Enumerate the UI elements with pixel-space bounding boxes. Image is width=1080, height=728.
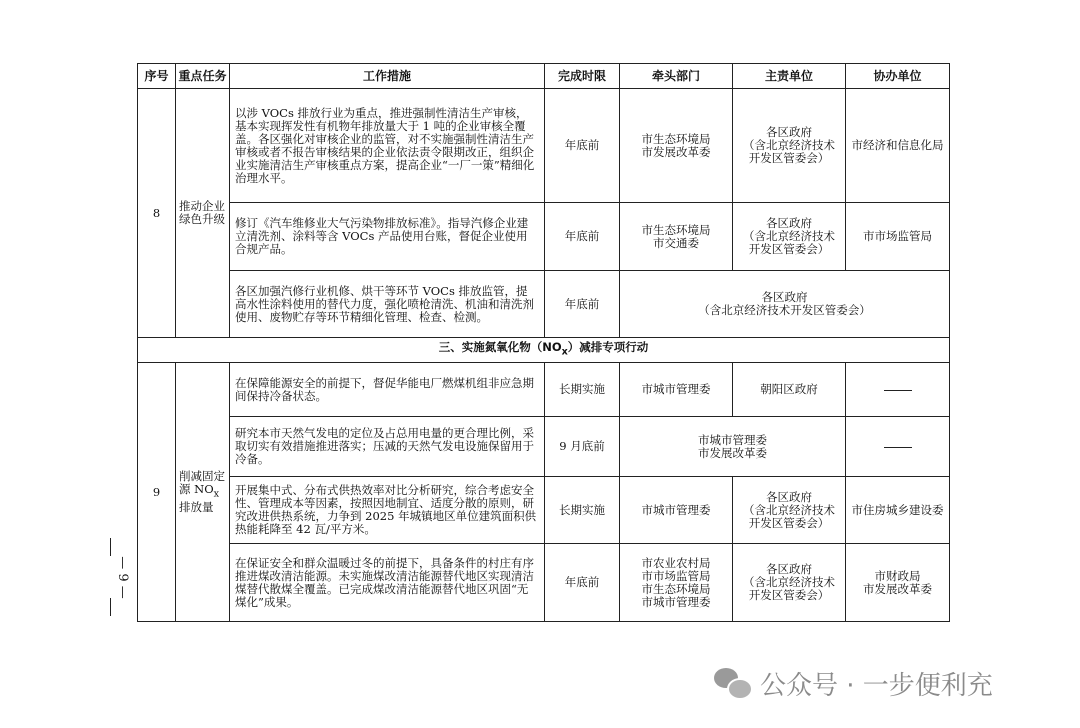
- table-row: [138, 417, 950, 477]
- combined-unit-cell: 各区政府 （含北京经济技术开发区管委会）: [620, 271, 950, 338]
- lead-dept-cell: 市生态环境局 市发展改革委: [620, 89, 733, 203]
- table-row: [138, 203, 950, 271]
- deadline-cell: 年底前: [545, 203, 620, 271]
- main-unit-cell: 朝阳区政府: [733, 363, 846, 417]
- assist-unit-cell: 市财政局 市发展改革委: [846, 544, 950, 622]
- combined-unit-cell: 市城市管理委 市发展改革委: [620, 417, 846, 477]
- assist-unit-cell: [846, 363, 950, 417]
- table-header-row: [138, 64, 950, 89]
- table-row: [138, 89, 950, 203]
- header-main-unit: 主责单位: [733, 64, 846, 89]
- deadline-cell: 年底前: [545, 271, 620, 338]
- measure-cell: 在保证安全和群众温暖过冬的前提下，具备条件的村庄有序推进煤改清洁能源。未实施煤改清洁能源替代地区实现清洁煤替代散煤全覆盖。已完成煤改清洁能源替代地区巩固“无煤化”成果。: [230, 544, 545, 622]
- row-seq: 8: [138, 89, 176, 338]
- main-unit-cell: 各区政府 （含北京经济技术 开发区管委会）: [733, 89, 846, 203]
- deadline-cell: 年底前: [545, 544, 620, 622]
- assist-unit-cell: 市经济和信息化局: [846, 89, 950, 203]
- measure-cell: 以涉 VOCs 排放行业为重点，推进强制性清洁生产审核，基本实现挥发性有机物年排放量大于 1 吨的企业审核全覆盖。各区强化对审核企业的监管，对不实施强制性清洁生产审核或者不报告审核结果的企业依法责令限期改正，组织企业实施清洁生产审核重点方案，提高企业“一厂一策”精细化治理水平。: [230, 89, 545, 203]
- table-row: [138, 271, 950, 338]
- empty-dash: [884, 447, 912, 448]
- row-task: 削减固定源 $NO_x$排放量: [176, 363, 230, 622]
- table-row: [138, 477, 950, 544]
- watermark-text: 公众号 · 一步便利充: [760, 670, 993, 701]
- row-task: 推动企业绿色升级: [176, 89, 230, 338]
- measure-cell: 研究本市天然气发电的定位及占总用电量的更合理比例，采取切实有效措施推进落实；压减的天然气发电设施保留用于冷备。: [230, 417, 545, 477]
- section-title: 三、实施氮氧化物$(NO_x)$减排专项行动: [138, 338, 950, 363]
- deadline-cell: 长期实施: [545, 363, 620, 417]
- assist-unit-cell: 市市场监管局: [846, 203, 950, 271]
- header-task: 重点任务: [176, 64, 230, 89]
- lead-dept-cell: 市农业农村局 市市场监管局 市生态环境局 市城市管理委: [620, 544, 733, 622]
- header-seq: 序号: [138, 64, 176, 89]
- deadline-cell: 9 月底前: [545, 417, 620, 477]
- header-assist-unit: 协办单位: [846, 64, 950, 89]
- measure-cell: 各区加强汽修行业机修、烘干等环节 VOCs 排放监管，提高水性涂料使用的替代力度，强化喷枪清洗、机油和清洗剂使用、废物贮存等环节精细化管理、检查、检测。: [230, 271, 545, 338]
- watermark: [714, 665, 993, 701]
- table-row: [138, 544, 950, 622]
- assist-unit-cell: 市住房城乡建设委: [846, 477, 950, 544]
- main-unit-cell: 各区政府 （含北京经济技术 开发区管委会）: [733, 544, 846, 622]
- deadline-cell: 年底前: [545, 89, 620, 203]
- main-unit-cell: 各区政府 （含北京经济技术 开发区管委会）: [733, 477, 846, 544]
- lead-dept-cell: 市生态环境局 市交通委: [620, 203, 733, 271]
- deadline-cell: 长期实施: [545, 477, 620, 544]
- lead-dept-cell: 市城市管理委: [620, 363, 733, 417]
- wechat-icon: [714, 666, 752, 700]
- empty-dash: [884, 390, 912, 391]
- assist-unit-cell: [846, 417, 950, 477]
- section-row: [138, 338, 950, 363]
- measures-table: [137, 63, 950, 622]
- measure-cell: 开展集中式、分布式供热效率对比分析研究，综合考虑安全性、管理成本等因素，按照因地制宜、适度分散的原则，研究改进供热系统，力争到 2025 年城镇地区单位建筑面积供热能耗降至 42 瓦/平方米。: [230, 477, 545, 544]
- measure-cell: 修订《汽车维修业大气污染物排放标准》。指导汽修企业建立清洗剂、涂料等含 VOCs 产品使用台账，督促企业使用合规产品。: [230, 203, 545, 271]
- header-deadline: 完成时限: [545, 64, 620, 89]
- lead-dept-cell: 市城市管理委: [620, 477, 733, 544]
- page-number: — 9 —: [101, 530, 121, 630]
- main-unit-cell: 各区政府 （含北京经济技术 开发区管委会）: [733, 203, 846, 271]
- header-lead-dept: 牵头部门: [620, 64, 733, 89]
- measure-cell: 在保障能源安全的前提下，督促华能电厂燃煤机组非应急期间保持冷备状态。: [230, 363, 545, 417]
- header-measures: 工作措施: [230, 64, 545, 89]
- table-row: [138, 363, 950, 417]
- row-seq: 9: [138, 363, 176, 622]
